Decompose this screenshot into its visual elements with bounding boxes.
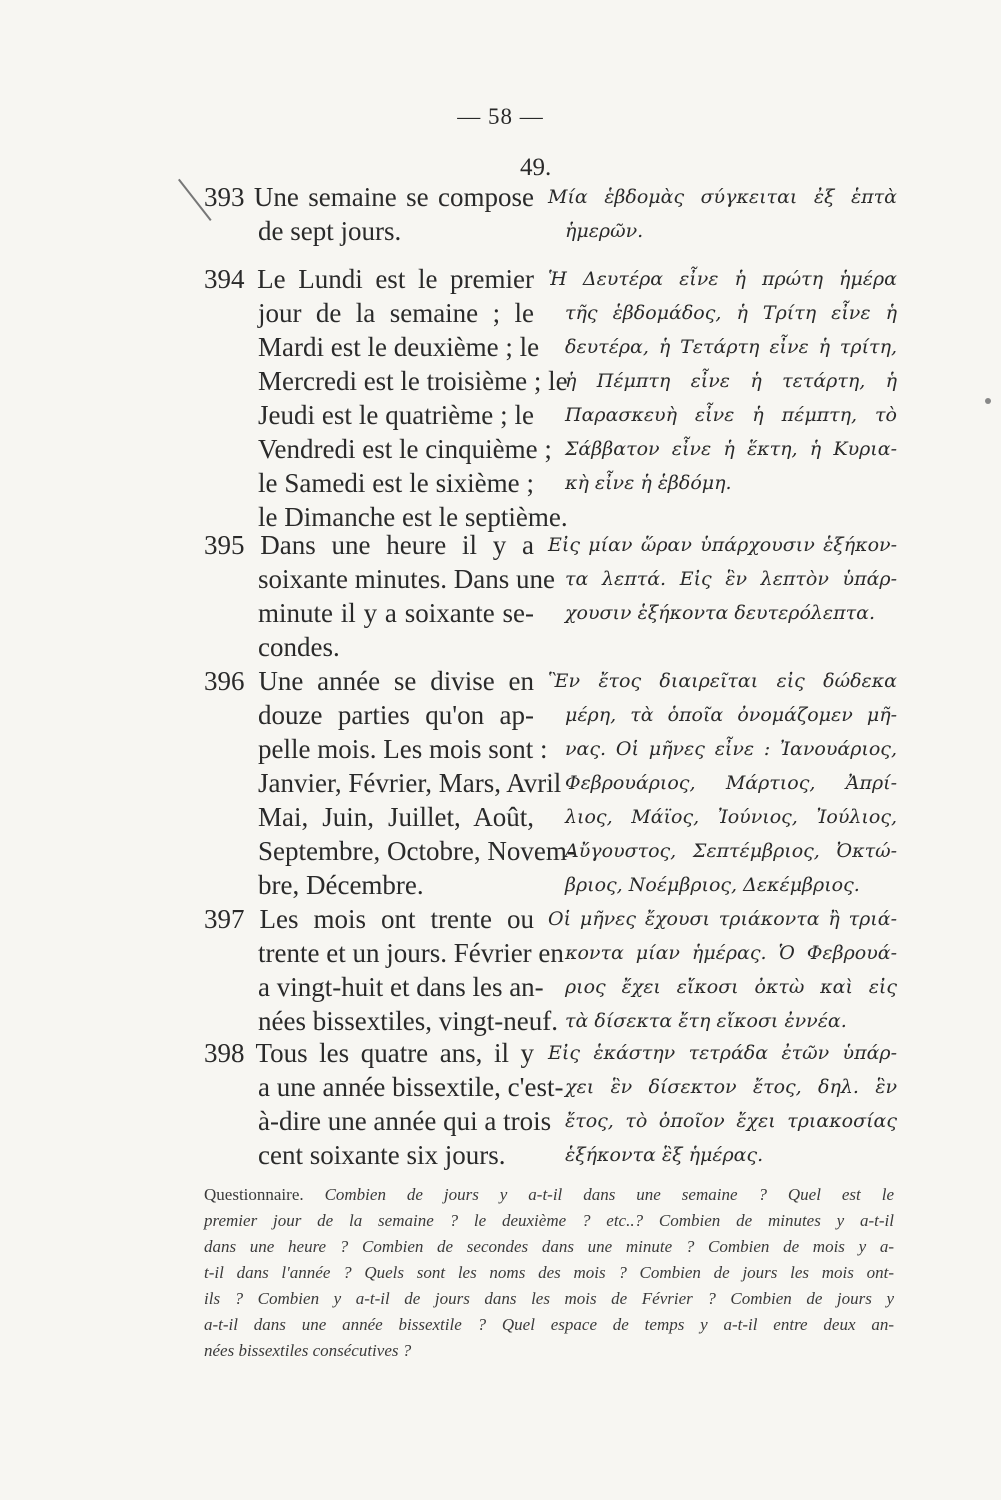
greek-line: ἑξήκοντα ἓξ ἡμέρας. — [565, 1144, 764, 1166]
greek-line: κὴ εἶνε ἡ ἑβδόμη. — [565, 472, 732, 494]
french-line: de sept jours. — [258, 216, 402, 246]
greek-line: μέρη, τὰ ὁποῖα ὀνομάζομεν μῆ- — [565, 704, 897, 726]
greek-line: κοντα μίαν ἡμέρας. Ὁ Φεβρουά- — [565, 942, 897, 964]
french-line: bre, Décembre. — [258, 870, 424, 900]
french-line: a une année bissextile, c'est- — [258, 1072, 564, 1102]
greek-line: δευτέρα, ἡ Τετάρτη εἶνε ἡ τρίτη, — [565, 336, 897, 358]
questionnaire-line: dans une heure ? Combien de secondes dans une minute ? Combien de mois y a- — [204, 1237, 894, 1256]
greek-line: Οἱ μῆνες ἔχουσι τριάκοντα ἢ τριά- — [548, 908, 897, 930]
french-line: Vendredi est le cinquième ; — [258, 434, 552, 464]
greek-line: λιος, Μάϊος, Ἰούνιος, Ἰούλιος, — [565, 806, 897, 828]
greek-line: Εἰς μίαν ὥραν ὑπάρχουσιν ἑξήκον- — [548, 534, 897, 556]
margin-dot — [985, 398, 991, 404]
lesson-number: 49. — [520, 154, 552, 181]
french-line: a vingt-huit et dans les an- — [258, 972, 544, 1002]
french-line: Jeudi est le quatrième ; le — [258, 400, 534, 430]
greek-line: τῆς ἑβδομάδος, ἡ Τρίτη εἶνε ἡ — [565, 302, 897, 324]
french-line: 394 Le Lundi est le premier — [204, 264, 534, 294]
french-line: minute il y a soixante se- — [258, 598, 534, 628]
french-line: le Samedi est le sixième ; — [258, 468, 534, 498]
french-line: jour de la semaine ; le — [258, 298, 534, 328]
questionnaire-line: t-il dans l'année ? Quels sont les noms des mois ? Combien de jours les mois ont- — [204, 1263, 894, 1282]
french-line: à-dire une année qui a trois — [258, 1106, 552, 1136]
greek-line: χουσιν ἑξήκοντα δευτερόλεπτα. — [565, 602, 875, 624]
questionnaire-line — [204, 1182, 894, 1208]
greek-line: ἔτος, τὸ ὁποῖον ἔχει τριακοσίας — [565, 1110, 897, 1132]
french-line: trente et un jours. Février en — [258, 938, 564, 968]
greek-line: τὰ δίσεκτα ἔτη εἴκοσι ἐννέα. — [565, 1010, 847, 1032]
french-line: Septembre, Octobre, Novem- — [258, 836, 576, 866]
french-line: pelle mois. Les mois sont : — [258, 734, 548, 764]
questionnaire-line: nées bissextiles consécutives ? — [204, 1341, 412, 1360]
greek-line: Μία ἑβδομὰς σύγκειται ἐξ ἑπτὰ — [548, 186, 897, 208]
french-line: 397 Les mois ont trente ou — [204, 904, 534, 934]
greek-line: νας. Οἱ μῆνες εἶνε : Ἰανουάριος, — [565, 738, 897, 760]
greek-line: ἡ Πέμπτη εἶνε ἡ τετάρτη, ἡ — [565, 370, 897, 392]
french-line: Mai, Juin, Juillet, Août, — [258, 802, 534, 832]
french-line: cent soixante six jours. — [258, 1140, 506, 1170]
french-line: nées bissextiles, vingt-neuf. — [258, 1006, 558, 1036]
french-line: douze parties qu'on ap- — [258, 700, 534, 730]
questionnaire-line: premier jour de la semaine ? le deuxième ? etc..? Combien de minutes y a-t-il — [204, 1211, 894, 1230]
greek-line: βριος, Νοέμβριος, Δεκέμβριος. — [565, 874, 860, 896]
french-line: le Dimanche est le septième. — [258, 502, 568, 532]
french-line: soixante minutes. Dans une — [258, 564, 555, 594]
french-line: 396 Une année se divise en — [204, 666, 534, 696]
greek-line: ἡμερῶν. — [565, 220, 644, 242]
greek-line: Παρασκευὴ εἶνε ἡ πέμπτη, τὸ — [565, 404, 897, 426]
greek-line: χει ἓν δίσεκτον ἔτος, δηλ. ἓν — [565, 1076, 897, 1098]
french-line: Mardi est le deuxième ; le — [258, 332, 540, 362]
greek-line: Αὔγουστος, Σεπτέμβριος, Ὀκτώ- — [565, 840, 897, 862]
questionnaire-line: a-t-il dans une année bissextile ? Quel espace de temps y a-t-il entre deux an- — [204, 1315, 894, 1334]
greek-line: Εἰς ἑκάστην τετράδα ἐτῶν ὑπάρ- — [548, 1042, 897, 1064]
french-line: Janvier, Février, Mars, Avril — [258, 768, 562, 798]
greek-line: Φεβρουάριος, Μάρτιος, Ἀπρί- — [565, 772, 897, 794]
french-line: 393 Une semaine se compose — [204, 182, 534, 212]
greek-line: τα λεπτά. Εἰς ἓν λεπτὸν ὑπάρ- — [565, 568, 897, 590]
questionnaire-label: Questionnaire. — [204, 1185, 304, 1204]
french-line: 398 Tous les quatre ans, il y — [204, 1038, 534, 1068]
greek-line: Ἡ Δευτέρα εἶνε ἡ πρώτη ἡμέρα — [548, 268, 897, 290]
french-line: 395 Dans une heure il y a — [204, 530, 534, 560]
french-line: Mercredi est le troisième ; le — [258, 366, 568, 396]
questionnaire-text: Combien de jours y a-t-il dans une semaine ? Quel est le — [324, 1185, 894, 1204]
questionnaire-line: ils ? Combien y a-t-il de jours dans les mois de Février ? Combien de jours y — [204, 1289, 894, 1308]
greek-line: Ἓν ἔτος διαιρεῖται εἰς δώδεκα — [548, 670, 897, 692]
greek-line: Σάββατον εἶνε ἡ ἕκτη, ἡ Κυρια- — [565, 438, 897, 460]
page-number: — 58 — — [457, 104, 544, 129]
questionnaire — [204, 1182, 894, 1364]
french-line: condes. — [258, 632, 340, 662]
greek-line: ριος ἔχει εἴκοσι ὀκτὼ καὶ εἰς — [565, 976, 897, 998]
